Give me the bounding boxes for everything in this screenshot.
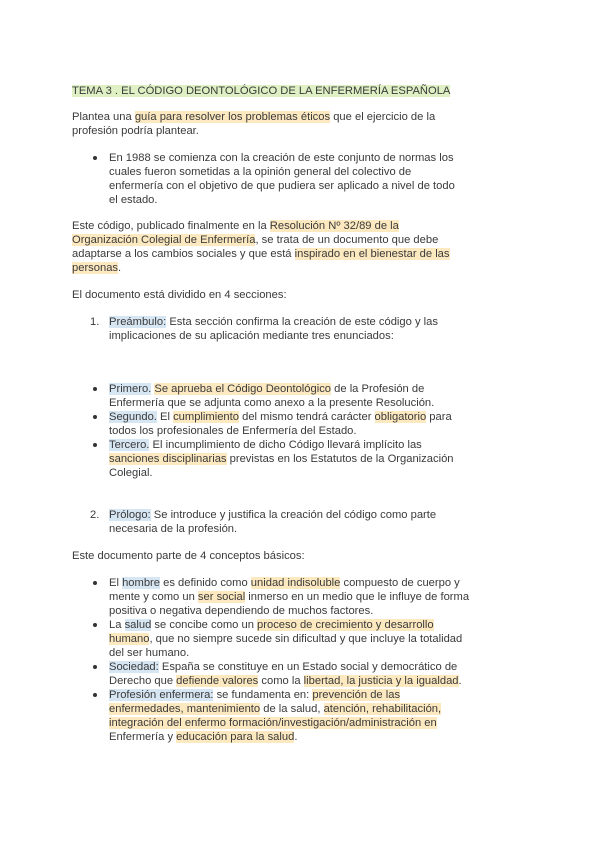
highlight: enfermedades, mantenimiento <box>109 703 261 715</box>
highlight: humano <box>109 633 150 645</box>
highlight: Primero. <box>109 383 152 395</box>
bullet-dot <box>93 156 97 160</box>
highlight: sanciones disciplinarias <box>109 453 227 465</box>
sociedad-line-1 <box>109 660 457 674</box>
numbered-2-line-2: necesaria de la profesión. <box>109 523 238 535</box>
para3: El documento está dividido en 4 secciones: <box>72 289 287 301</box>
salud-line-3: del ser humano. <box>109 647 190 659</box>
text: El <box>109 577 123 589</box>
text: , que no siempre sucede sin dificultad y que incluye la totalidad <box>149 633 463 645</box>
text: se fundamenta en: <box>213 689 313 701</box>
highlight: atención, rehabilitación, <box>323 703 442 715</box>
text: adaptarse a los cambios sociales y que está <box>72 248 295 260</box>
text: del mismo tendrá carácter <box>239 411 375 423</box>
highlight: guía para resolver los problemas éticos <box>134 111 331 123</box>
bullet-dot <box>93 415 97 419</box>
highlight: inspirado en el bienestar de las <box>294 248 450 260</box>
bullet-dot <box>93 443 97 447</box>
highlight: integración del enfermo formación/investigación/administración en <box>109 717 437 729</box>
para2-line-3 <box>72 247 450 261</box>
numbered-2-line-1 <box>109 508 436 522</box>
bullet-dot <box>93 623 97 627</box>
highlight: educación para la salud <box>176 731 295 743</box>
text: Plantea una <box>72 111 135 123</box>
text: España se constituye en un Estado social y democrático de <box>158 661 458 673</box>
tercero-line-1 <box>109 438 422 452</box>
list-number: 2. <box>90 509 100 521</box>
highlight: Prólogo: <box>109 509 151 521</box>
text: de la Profesión de <box>331 383 425 395</box>
para2-line-1 <box>72 219 399 233</box>
text: Este código, publicado finalmente en la <box>72 220 270 232</box>
text: profesión podría plantear. <box>72 125 199 137</box>
tercero-line-2 <box>109 452 454 466</box>
text: que el ejercicio de la <box>330 111 436 123</box>
bullet-1988-line-3: enfermería con el objetivo de que pudiera ser aplicado a nivel de todo <box>109 180 455 192</box>
page-title <box>72 84 450 98</box>
text: es definido como <box>160 577 251 589</box>
highlight: Profesión enfermera: <box>109 689 214 701</box>
title-text: TEMA 3 . EL CÓDIGO DEONTOLÓGICO DE LA ENFERMERÍA ESPAÑOLA <box>72 85 451 97</box>
text: El incumplimiento de dicho Código llevará implícito las <box>149 439 422 451</box>
text: . <box>458 675 462 687</box>
sociedad-line-2 <box>109 674 462 688</box>
bullet-1988-line-4: el estado. <box>109 194 158 206</box>
highlight: defiende valores <box>176 675 259 687</box>
bullet-dot <box>93 387 97 391</box>
text: . <box>294 731 298 743</box>
highlight: Sociedad: <box>109 661 159 673</box>
primero-line-1 <box>109 382 424 396</box>
highlight: Resolución Nº 32/89 de la <box>269 220 399 232</box>
salud-line-1 <box>109 618 434 632</box>
profesion-line-2 <box>109 702 441 716</box>
text: , se trata de un documento que debe <box>255 234 439 246</box>
highlight: Organización Colegial de Enfermería <box>72 234 256 246</box>
text: compuesto de cuerpo y <box>340 577 460 589</box>
profesion-line-4 <box>109 730 297 744</box>
highlight: libertad, la justicia y la igualdad <box>303 675 459 687</box>
intro-line-1 <box>72 110 435 124</box>
highlight: Se aprueba el Código Deontológico <box>154 383 332 395</box>
text: se concibe como un <box>151 619 258 631</box>
intro-line-2 <box>72 124 199 138</box>
para2-line-4 <box>72 261 121 275</box>
list-number: 1. <box>90 316 100 328</box>
highlight: Segundo. <box>109 411 157 423</box>
bullet-1988-line-1: En 1988 se comienza con la creación de este conjunto de normas los <box>109 152 454 164</box>
salud-line-2 <box>109 632 462 646</box>
text: Enfermería y <box>109 731 177 743</box>
text: mente y como un <box>109 591 198 603</box>
text: . <box>118 262 122 274</box>
text: inmerso en un medio que le influye de forma <box>245 591 470 603</box>
highlight: Preámbulo: <box>109 316 167 328</box>
profesion-line-1 <box>109 688 400 702</box>
hombre-line-2 <box>109 590 469 604</box>
bullet-1988-line-2: cuales fueron sometidas a la opinión general del colectivo de <box>109 166 412 178</box>
bullet-dot <box>93 693 97 697</box>
highlight: ser social <box>197 591 246 603</box>
para2-line-2 <box>72 233 438 247</box>
text: La <box>109 619 125 631</box>
bullet-dot <box>93 665 97 669</box>
highlight: Tercero. <box>109 439 150 451</box>
para4: Este documento parte de 4 conceptos básicos: <box>72 550 305 562</box>
highlight: prevención de las <box>312 689 401 701</box>
highlight: proceso de crecimiento y desarrollo <box>257 619 434 631</box>
text: Esta sección confirma la creación de este código y las <box>166 316 438 328</box>
profesion-line-3 <box>109 716 437 730</box>
numbered-1-line-1 <box>109 315 438 329</box>
highlight: salud <box>124 619 152 631</box>
hombre-line-1 <box>109 576 460 590</box>
highlight: unidad indisoluble <box>250 577 341 589</box>
text: previstas en los Estatutos de la Organización <box>226 453 454 465</box>
text: de la salud, <box>260 703 324 715</box>
segundo-line-1 <box>109 410 452 424</box>
text: El <box>156 411 174 423</box>
text: como la <box>258 675 304 687</box>
numbered-1-line-2: implicaciones de su aplicación mediante tres enunciados: <box>109 330 394 342</box>
hombre-line-3: positiva o negativa dependiendo de muchos factores. <box>109 605 374 617</box>
text: Se introduce y justifica la creación del código como parte <box>150 509 437 521</box>
tercero-line-3: Colegial. <box>109 467 153 479</box>
primero-line-2: Enfermería que se adjunta como anexo a la presente Resolución. <box>109 397 435 409</box>
highlight: cumplimiento <box>173 411 239 423</box>
text: para <box>426 411 452 423</box>
highlight: hombre <box>122 577 160 589</box>
segundo-line-2: todos los profesionales de Enfermería del Estado. <box>109 425 357 437</box>
highlight: personas <box>72 262 119 274</box>
highlight: obligatorio <box>374 411 427 423</box>
text: Derecho que <box>109 675 177 687</box>
bullet-dot <box>93 581 97 585</box>
